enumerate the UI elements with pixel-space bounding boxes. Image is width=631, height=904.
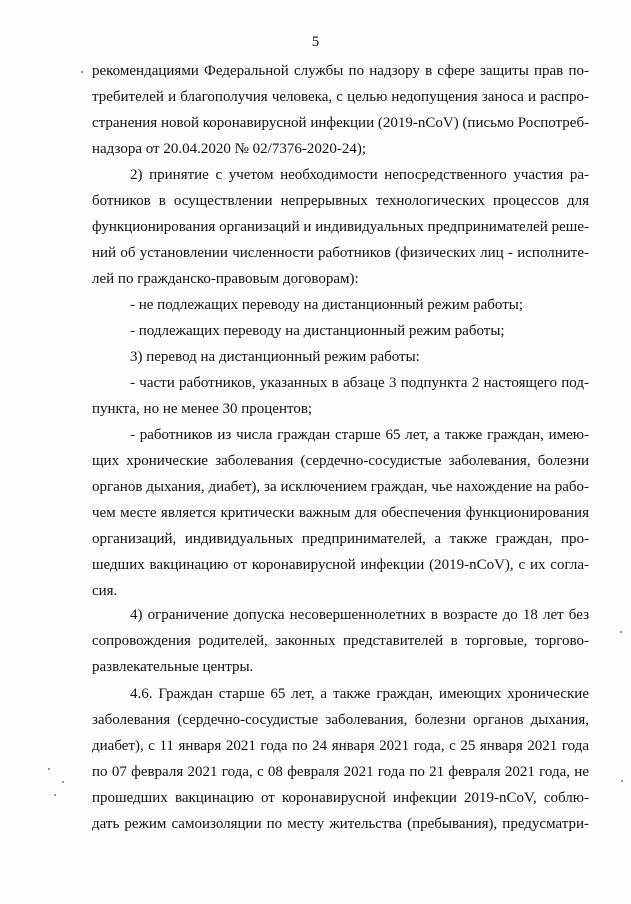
text-line: органов дыхания, диабет), за исключением граждан, чье нахождение на рабо- — [92, 479, 589, 495]
text-line: чем месте является критически важным для обеспечения функционирования — [92, 505, 589, 521]
text-line: дать режим самоизоляции по месту жительства (пребывания), предусматри- — [92, 816, 589, 832]
page-number: 5 — [311, 34, 320, 50]
text-line: - подлежащих переводу на дистанционный режим работы; — [130, 323, 505, 339]
scan-speck — [620, 631, 622, 633]
text-line: развлекательные центры. — [92, 659, 254, 675]
text-line: функционирования организаций и индивидуальных предпринимателей реше- — [92, 219, 589, 235]
text-line: 2) принятие с учетом необходимости непосредственного участия ра- — [130, 167, 589, 183]
scan-speck — [48, 768, 50, 770]
text-line: организаций, индивидуальных предпринимателей, а также граждан, про- — [92, 531, 589, 547]
text-line: странения новой коронавирусной инфекции (2019-nCoV) (письмо Роспотреб- — [92, 115, 590, 131]
text-line: 3) перевод на дистанционный режим работы: — [130, 349, 420, 365]
scan-speck — [62, 781, 64, 783]
text-line: прошедших вакцинацию от коронавирусной инфекции 2019-nCoV, соблю- — [92, 790, 589, 806]
text-line: сия. — [92, 583, 118, 599]
text-line: лей по гражданско-правовым договорам): — [92, 271, 359, 287]
text-line: сопровождения родителей, законных представителей в торговые, торгово- — [92, 633, 589, 649]
scan-speck — [81, 71, 83, 73]
text-line: 4.6. Граждан старше 65 лет, а также граждан, имеющих хронические — [130, 686, 589, 702]
text-line: заболевания (сердечно-сосудистые заболевания, болезни органов дыхания, — [92, 712, 589, 728]
text-line: рекомендациями Федеральной службы по надзору в сфере защиты прав по- — [92, 63, 589, 79]
text-line: 4) ограничение допуска несовершеннолетних в возрасте до 18 лет без — [130, 607, 589, 623]
text-line: ний об установлении численности работников (физических лиц - исполните- — [92, 245, 589, 261]
text-line: пункта, но не менее 30 процентов; — [92, 401, 313, 417]
scan-speck — [54, 794, 56, 796]
scan-speck — [621, 780, 623, 782]
text-line: ботников в осуществлении непрерывных технологических процессов для — [92, 193, 589, 209]
text-line: - не подлежащих переводу на дистанционный режим работы; — [130, 297, 523, 313]
text-line: по 07 февраля 2021 года, с 08 февраля 2021 года по 21 февраля 2021 года, не — [92, 764, 589, 780]
text-line: требителей и благополучия человека, с целью недопущения заноса и распро- — [92, 89, 589, 105]
text-line: надзора от 20.04.2020 № 02/7376-2020-24); — [92, 141, 366, 157]
text-line: диабет), с 11 января 2021 года по 24 января 2021 года, с 25 января 2021 года — [92, 738, 589, 754]
text-line: шедших вакцинацию от коронавирусной инфекции (2019-nCoV), с их согла- — [92, 557, 589, 573]
text-line: щих хронические заболевания (сердечно-сосудистые заболевания, болезни — [92, 453, 589, 469]
text-line: - части работников, указанных в абзаце 3 подпункта 2 настоящего под- — [130, 375, 589, 391]
text-line: - работников из числа граждан старше 65 лет, а также граждан, имею- — [130, 427, 589, 443]
